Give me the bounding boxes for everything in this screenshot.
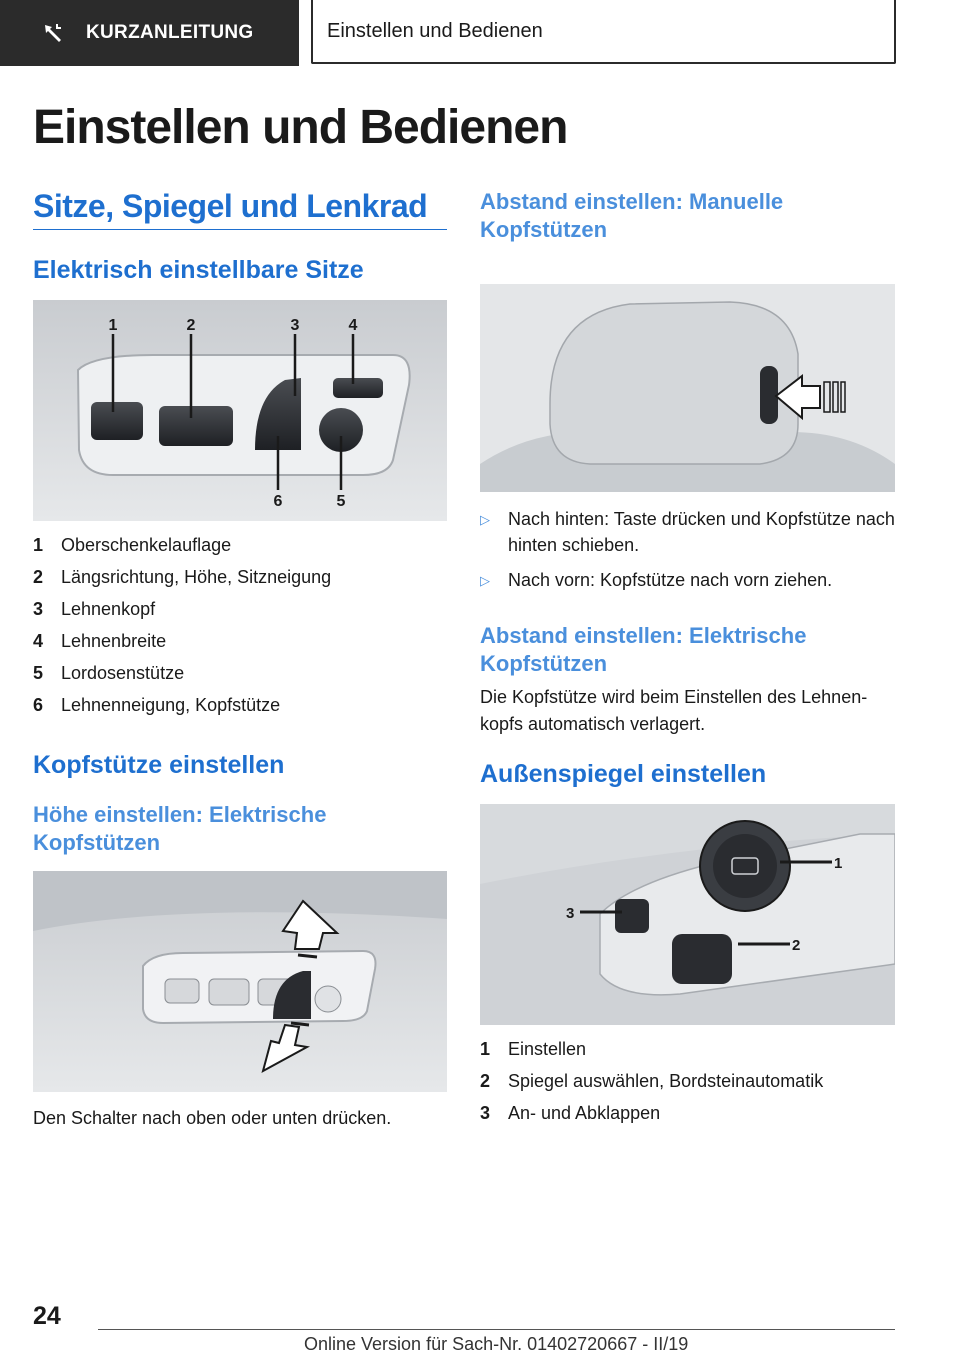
- tab-section[interactable]: [311, 0, 896, 64]
- footer-divider: [98, 1329, 895, 1330]
- list-item: 2 Längsrichtung, Höhe, Sitzneigung: [33, 567, 332, 587]
- seat-label-6: 6: [273, 493, 283, 510]
- headrest-title: Kopfstütze einstellen: [33, 751, 285, 779]
- electric-headrest-text: Die Kopfstütze wird beim Einstellen des Lehnen-kopfs automatisch verlagert.: [480, 687, 868, 734]
- list-item: 5 Lordosenstütze: [33, 663, 185, 683]
- manual-headrest-figure: [480, 284, 895, 492]
- height-title: Höhe einstellen: Elektrische Kopfstützen: [33, 802, 327, 855]
- footer-version: Online Version für Sach-Nr. 01402720667 - II/19: [304, 1334, 689, 1354]
- tab-section-label: Einstellen und Bedienen: [327, 19, 543, 42]
- list-item: ▷ Nach hinten: Taste drücken und Kopfstütze nach hinten schieben.: [480, 506, 895, 558]
- mirror-title: Außenspiegel einstellen: [480, 760, 767, 788]
- list-item: 3 Lehnenkopf: [33, 599, 156, 619]
- list-item: 3 An- und Abklappen: [480, 1103, 661, 1123]
- mirror-legend: [480, 1033, 895, 1129]
- seats-title: Elektrisch einstellbare Sitze: [33, 256, 364, 284]
- list-item: ▷ Nach vorn: Kopfstütze nach vorn ziehen.: [480, 567, 895, 594]
- manual-headrest-steps: [480, 506, 895, 594]
- mirror-controls-figure: [480, 804, 895, 1025]
- section-title: Sitze, Spiegel und Lenkrad: [33, 188, 447, 230]
- triangle-bullet-icon: ▷: [480, 512, 490, 527]
- seat-label-4: 4: [348, 317, 358, 334]
- mirror-label-3: 3: [566, 905, 575, 922]
- tab-kurzanleitung-label: KURZANLEITUNG: [86, 22, 254, 43]
- list-item: 1 Oberschenkelauflage: [33, 535, 232, 555]
- seat-controls-figure: [33, 300, 447, 521]
- height-instruction: Den Schalter nach oben oder unten drücken.: [33, 1108, 392, 1128]
- mirror-label-2: 2: [792, 937, 801, 954]
- seat-legend: [33, 529, 447, 721]
- seat-label-3: 3: [290, 317, 300, 334]
- right-column: [480, 188, 895, 1129]
- electric-headrest-title: Abstand einstellen: Elektrische Kopfstützen: [480, 623, 807, 676]
- mirror-label-1: 1: [834, 855, 843, 872]
- seat-label-1: 1: [108, 317, 118, 334]
- wrench-pointer-icon: [42, 21, 66, 45]
- list-item: 4 Lehnenbreite: [33, 631, 167, 651]
- list-item: 2 Spiegel auswählen, Bordsteinautomatik: [480, 1071, 824, 1091]
- list-item: 1 Einstellen: [480, 1039, 587, 1059]
- headrest-height-figure: [33, 871, 447, 1092]
- left-column: [33, 188, 447, 1132]
- page-title: Einstellen und Bedienen: [33, 101, 568, 154]
- page-number: 24: [33, 1302, 61, 1330]
- page-header: [0, 0, 960, 66]
- tab-kurzanleitung[interactable]: [0, 0, 299, 66]
- triangle-bullet-icon: ▷: [480, 573, 490, 588]
- seat-label-5: 5: [336, 493, 346, 510]
- list-item: 6 Lehnenneigung, Kopfstütze: [33, 695, 281, 715]
- seat-label-2: 2: [186, 317, 196, 334]
- manual-headrest-title: Abstand einstellen: Manuelle Kopfstützen: [480, 189, 784, 242]
